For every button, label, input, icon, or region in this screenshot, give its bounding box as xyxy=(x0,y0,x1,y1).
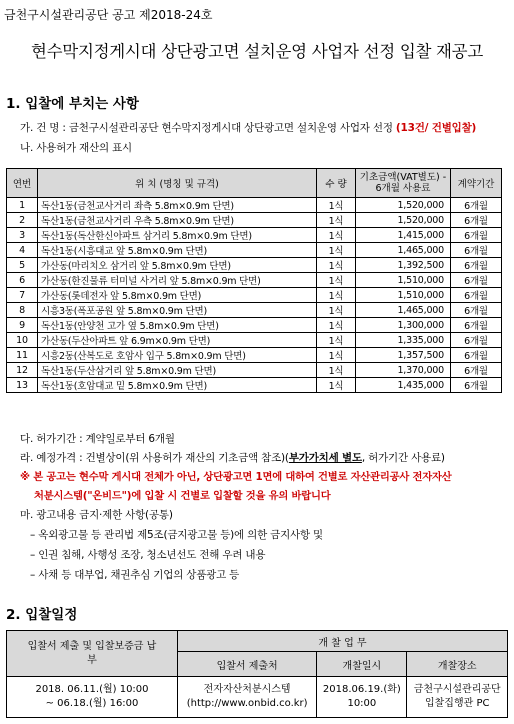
schedule-header-row xyxy=(7,631,508,652)
row-qty: 1식 xyxy=(317,318,356,333)
row-location: 가산동(두산아파트 앞 6.9m×0.9m 단면) xyxy=(38,333,317,348)
row-period: 6개월 xyxy=(451,318,502,333)
row-qty: 1식 xyxy=(317,213,356,228)
row-no: 9 xyxy=(7,318,38,333)
row-qty: 1식 xyxy=(317,333,356,348)
item-ra xyxy=(20,450,445,465)
open-place-org: 금천구시설관리공단 xyxy=(413,684,501,695)
row-period: 6개월 xyxy=(451,213,502,228)
open-date xyxy=(317,677,407,718)
row-no: 12 xyxy=(7,363,38,378)
row-period: 6개월 xyxy=(451,243,502,258)
notice-number: 금천구시설관리공단 공고 제2018-24호 xyxy=(4,8,213,22)
row-location: 독산1동(시흥대교 앞 5.8m×0.9m 단면) xyxy=(38,243,317,258)
table-row xyxy=(7,198,502,213)
onbid-link[interactable]: (http://www.onbid.co.kr) xyxy=(186,698,308,709)
col-header-open-date: 개찰일시 xyxy=(317,652,407,677)
row-price: 1,370,000 xyxy=(356,363,451,378)
row-price: 1,392,500 xyxy=(356,258,451,273)
schedule-row xyxy=(7,677,508,718)
row-location: 독산1동(호암대교 밑 5.8m×0.9m 단면) xyxy=(38,378,317,393)
item-da: 다. 허가기간 : 계약일로부터 6개월 xyxy=(20,433,175,445)
open-place-pc: 입찰집행관 PC xyxy=(424,698,490,709)
item-ra-suffix: , 허가기간 사용료) xyxy=(361,452,445,464)
row-no: 1 xyxy=(7,198,38,213)
col-header-period: 계약기간 xyxy=(451,169,502,198)
col-header-submission-period: 입찰서 제출 및 입찰보증금 납부 xyxy=(7,631,178,677)
row-price: 1,510,000 xyxy=(356,288,451,303)
row-no: 11 xyxy=(7,348,38,363)
col-header-qty: 수 량 xyxy=(317,169,356,198)
item-ga xyxy=(20,120,476,135)
ma-item: – 인권 침해, 사행성 조장, 청소년선도 전해 우려 내용 xyxy=(30,549,266,561)
submit-system-name: 전자자산처분시스템 xyxy=(203,684,291,695)
open-date-day: 2018.06.19.(화) xyxy=(322,684,401,695)
table-row xyxy=(7,258,502,273)
row-location: 독산1동(안양천 고가 옆 5.8m×0.9m 단면) xyxy=(38,318,317,333)
row-qty: 1식 xyxy=(317,378,356,393)
row-period: 6개월 xyxy=(451,228,502,243)
warning-line-1: ※ 본 공고는 현수막 게시대 전체가 아닌, 상단광고면 1면에 대하여 건별로 자산관리공사 전자자산 xyxy=(20,471,452,483)
row-period: 6개월 xyxy=(451,273,502,288)
open-date-time: 10:00 xyxy=(347,698,377,709)
col-header-submit-place: 입찰서 제출처 xyxy=(178,652,317,677)
item-ma: 마. 광고내용 금지·제한 사항(공통) xyxy=(20,509,173,521)
table-row xyxy=(7,378,502,393)
row-qty: 1식 xyxy=(317,273,356,288)
table-row xyxy=(7,273,502,288)
table-row xyxy=(7,333,502,348)
row-location: 시흥2동(산복도로 호암사 입구 5.8m×0.9m 단면) xyxy=(38,348,317,363)
submission-period-start: 2018. 06.11.(월) 10:00 xyxy=(35,684,149,695)
row-location: 가산동(롯데전자 앞 5.8m×0.9m 단면) xyxy=(38,288,317,303)
property-table xyxy=(6,168,502,393)
row-price: 1,300,000 xyxy=(356,318,451,333)
row-period: 6개월 xyxy=(451,303,502,318)
row-no: 10 xyxy=(7,333,38,348)
item-ra-vat: 부가가치세 별도 xyxy=(288,452,362,464)
row-qty: 1식 xyxy=(317,228,356,243)
section-2-heading: 2. 입찰일정 xyxy=(6,607,78,623)
row-period: 6개월 xyxy=(451,198,502,213)
row-no: 6 xyxy=(7,273,38,288)
row-no: 13 xyxy=(7,378,38,393)
property-table-header xyxy=(7,169,502,198)
col-header-no: 연번 xyxy=(7,169,38,198)
submission-period-end: ~ 06.18.(월) 16:00 xyxy=(45,698,139,709)
row-price: 1,520,000 xyxy=(356,198,451,213)
row-price: 1,520,000 xyxy=(356,213,451,228)
col-header-price: 기초금액(VAT별도) - 6개월 사용료 xyxy=(356,169,451,198)
row-qty: 1식 xyxy=(317,198,356,213)
row-price: 1,465,000 xyxy=(356,303,451,318)
row-price: 1,435,000 xyxy=(356,378,451,393)
row-qty: 1식 xyxy=(317,243,356,258)
table-row xyxy=(7,288,502,303)
table-row xyxy=(7,318,502,333)
item-na: 나. 사용허가 재산의 표시 xyxy=(20,142,132,154)
row-no: 2 xyxy=(7,213,38,228)
item-ga-red: (13건/ 건별입찰) xyxy=(395,122,477,134)
row-period: 6개월 xyxy=(451,348,502,363)
row-location: 가산동(한진물류 터미널 사거리 앞 5.8m×0.9m 단면) xyxy=(38,273,317,288)
schedule-table xyxy=(6,630,508,718)
submission-period xyxy=(7,677,178,718)
row-location: 독산1동(금천교사거리 우측 5.8m×0.9m 단면) xyxy=(38,213,317,228)
item-ga-text: 가. 건 명 : 금천구시설관리공단 현수막지정게시대 상단광고면 설치운영 사업자 선정 xyxy=(20,122,393,134)
section-1-heading: 1. 입찰에 부치는 사항 xyxy=(6,96,139,112)
row-location: 독산1동(두산삼거리 앞 5.8m×0.9m 단면) xyxy=(38,363,317,378)
row-qty: 1식 xyxy=(317,258,356,273)
ma-item: – 사채 등 대부업, 채권추심 기업의 상품광고 등 xyxy=(30,569,240,581)
row-period: 6개월 xyxy=(451,378,502,393)
row-no: 7 xyxy=(7,288,38,303)
row-location: 가산동(마리치오 삼거리 앞 5.8m×0.9m 단면) xyxy=(38,258,317,273)
row-qty: 1식 xyxy=(317,348,356,363)
property-table-body xyxy=(7,198,502,393)
table-row xyxy=(7,363,502,378)
row-qty: 1식 xyxy=(317,303,356,318)
row-location: 독산1동(금천교사거리 좌측 5.8m×0.9m 단면) xyxy=(38,198,317,213)
page-title: 현수막지정게시대 상단광고면 설치운영 사업자 선정 입찰 재공고 xyxy=(31,42,483,61)
row-price: 1,335,000 xyxy=(356,333,451,348)
row-price: 1,510,000 xyxy=(356,273,451,288)
table-row xyxy=(7,243,502,258)
row-price: 1,465,000 xyxy=(356,243,451,258)
table-row xyxy=(7,348,502,363)
row-no: 5 xyxy=(7,258,38,273)
row-qty: 1식 xyxy=(317,288,356,303)
warning-line-2: 처분시스템("온비드")에 입찰 시 건별로 입찰할 것을 유의 바랍니다 xyxy=(34,490,331,502)
col-header-location: 위 치 (명칭 및 규격) xyxy=(38,169,317,198)
row-period: 6개월 xyxy=(451,333,502,348)
row-location: 시흥3동(폭포공원 앞 5.8m×0.9m 단면) xyxy=(38,303,317,318)
open-place xyxy=(407,677,508,718)
col-header-open-place: 개찰장소 xyxy=(407,652,508,677)
item-ra-text: 라. 예정가격 : 건별상이(위 사용허가 재산의 기초금액 참조)( xyxy=(20,452,289,464)
table-row xyxy=(7,213,502,228)
table-row xyxy=(7,303,502,318)
row-period: 6개월 xyxy=(451,363,502,378)
row-price: 1,357,500 xyxy=(356,348,451,363)
row-price: 1,415,000 xyxy=(356,228,451,243)
submit-place xyxy=(178,677,317,718)
row-qty: 1식 xyxy=(317,363,356,378)
row-period: 6개월 xyxy=(451,288,502,303)
row-period: 6개월 xyxy=(451,258,502,273)
col-header-opening: 개 찰 업 무 xyxy=(178,631,508,652)
row-no: 4 xyxy=(7,243,38,258)
table-row xyxy=(7,228,502,243)
row-no: 8 xyxy=(7,303,38,318)
ma-item: – 옥외광고물 등 관리법 제5조(금지광고물 등)에 의한 금지사항 및 xyxy=(30,529,323,541)
row-no: 3 xyxy=(7,228,38,243)
row-location: 독산1동(독산한신아파트 삼거리 5.8m×0.9m 단면) xyxy=(38,228,317,243)
